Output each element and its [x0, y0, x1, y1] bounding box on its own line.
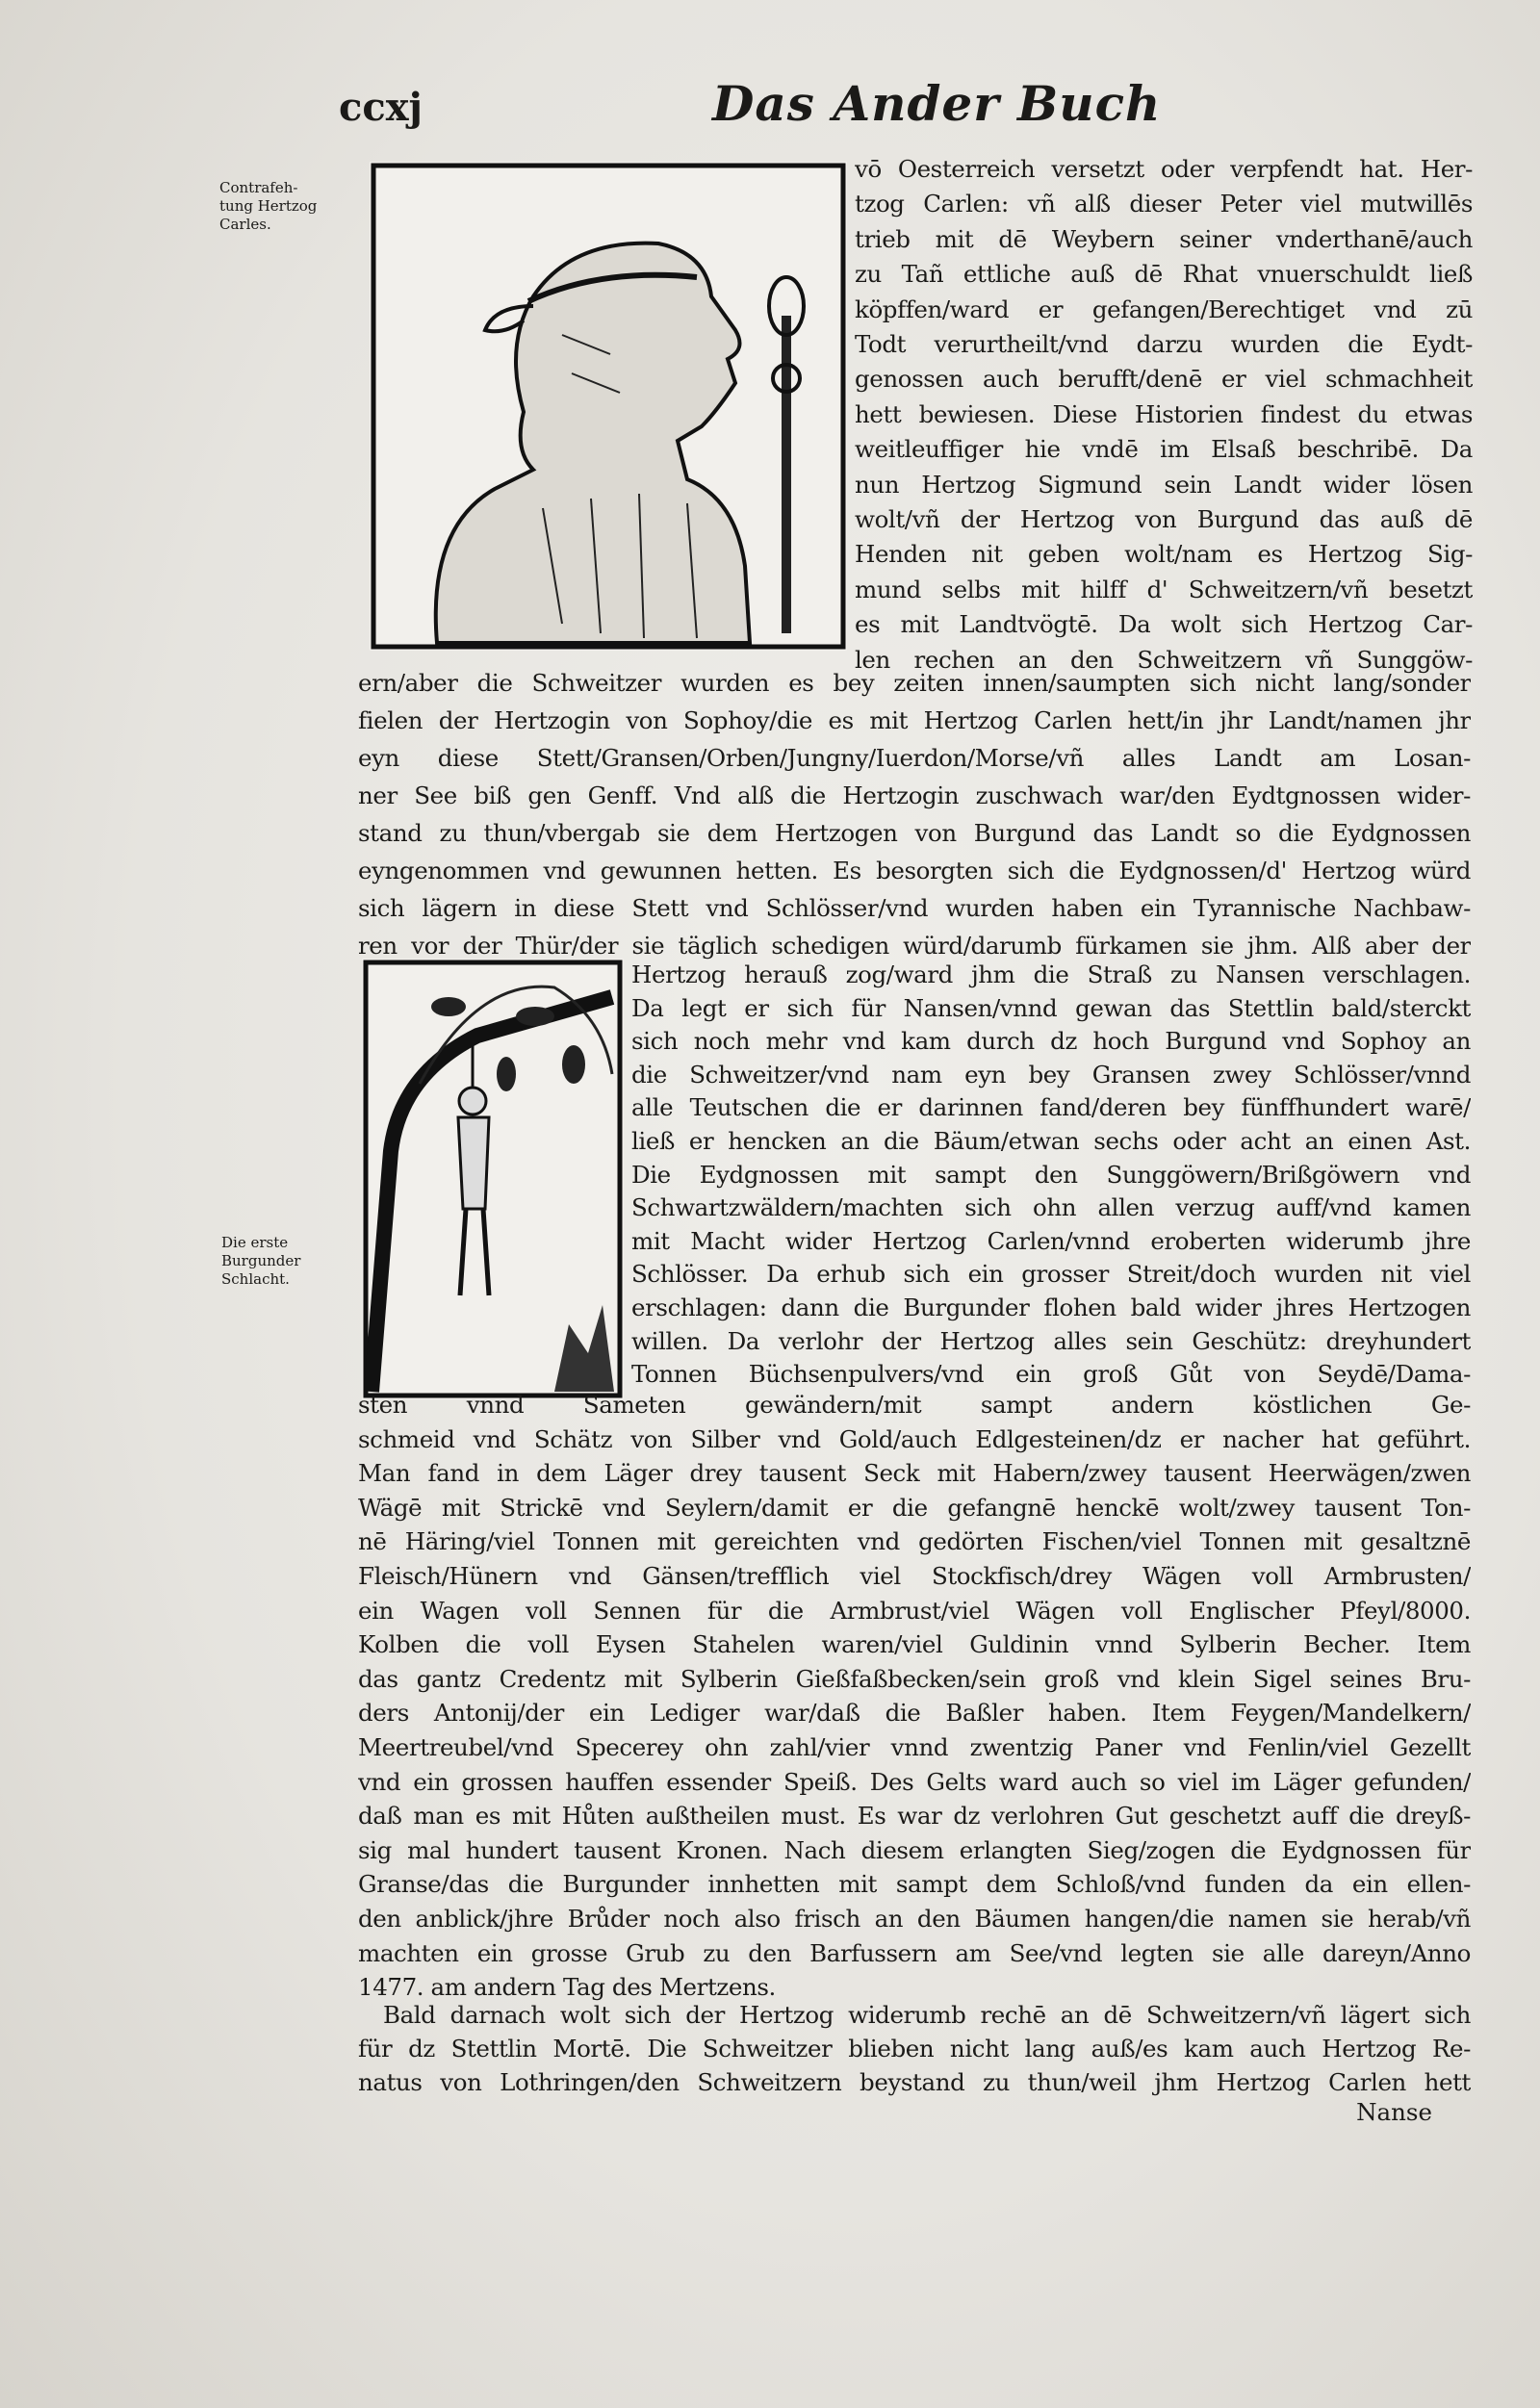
portrait-illustration: [370, 162, 847, 651]
text-line: 1477. am andern Tag des Mertzens.: [358, 1973, 776, 2002]
text-line: willen. Da verlohr der Hertzog alles sein Geschütz: dreyhundert: [631, 1326, 1471, 1355]
text-line: nē Häring/viel Tonnen mit gereichten vnd gedörten Fischen/viel Tonnen mit gesaltznē: [358, 1527, 1471, 1556]
text-line: vnd ein grossen hauffen essender Speiß. Des Gelts ward auch so viel im Läger gefunden/: [358, 1767, 1471, 1796]
text-line: weitleuffiger hie vndē im Elsaß beschribē. Da: [855, 435, 1473, 464]
text-line: Bald darnach wolt sich der Hertzog widerumb rechē an dē Schweitzern/vñ lägert sich: [383, 2001, 1471, 2029]
text-line: Die Eydgnossen mit sampt den Sunggöwern/Brißgöwern vnd: [631, 1160, 1471, 1189]
text-line: für dz Stettlin Mortē. Die Schweitzer blieben nicht lang auß/es kam auch Hertzog Re-: [358, 2035, 1471, 2062]
text-line: wolt/vñ der Hertzog von Burgund das auß dē: [855, 505, 1473, 534]
text-line: eyn diese Stett/Gransen/Orben/Jungny/Iuerdon/Morse/vñ alles Landt am Losan-: [358, 744, 1471, 772]
portrait-woodcut: [370, 162, 847, 651]
text-line: machten ein grosse Grub zu den Barfussern am See/vnd legten sie alle dareyn/Anno: [358, 1938, 1471, 1967]
text-line: daß man es mit Hůten außtheilen must. Es war dz verlohren Gut geschetzt auff die dreyß-: [358, 1802, 1471, 1831]
side-note-battle: Die erste Burgunder Schlacht.: [221, 1234, 301, 1288]
text-line: Granse/das die Burgunder innhetten mit sampt dem Schloß/vnd funden da ein ellen-: [358, 1870, 1471, 1899]
text-line: nun Hertzog Sigmund sein Landt wider lösen: [855, 470, 1473, 499]
text-line: es mit Landtvögtē. Da wolt sich Hertzog Car-: [855, 610, 1473, 639]
side-note-portrait: Contrafeh- tung Hertzog Carles.: [219, 179, 318, 233]
text-line: ren vor der Thür/der sie täglich schedigen würd/darumb fürkamen sie jhm. Alß aber der: [358, 932, 1471, 960]
text-line: mit Macht wider Hertzog Carlen/vnnd eroberten widerumb jhre: [631, 1226, 1471, 1255]
text-final-paragraph: [358, 1998, 1471, 2099]
text-line: Man fand in dem Läger drey tausent Seck mit Habern/zwey tausent Heerwägen/zwen: [358, 1459, 1471, 1488]
text-line: Meertreubel/vnd Specerey ohn zahl/vier vnnd zwentzig Paner vnd Fenlin/viel Gezellt: [358, 1732, 1471, 1761]
text-line: Kolben die voll Eysen Stahelen waren/viel Guldinin vnnd Sylberin Becher. Item: [358, 1630, 1471, 1659]
hanging-tree-woodcut: [362, 959, 624, 1399]
text-column-beside-portrait: [855, 152, 1473, 678]
text-line: Wägē mit Strickē vnd Seylern/damit er die gefangnē henckē wolt/zwey tausent Ton-: [358, 1493, 1471, 1522]
text-line: Schwartzwäldern/machten sich ohn allen verzug auff/vnd kamen: [631, 1193, 1471, 1222]
text-line: mund selbs mit hilff d' Schweitzern/vñ besetzt: [855, 575, 1473, 603]
text-line: vō Oesterreich versetzt oder verpfendt hat. Her-: [855, 155, 1473, 183]
tree-illustration: [362, 959, 624, 1399]
text-line: sich lägern in diese Stett vnd Schlösser/vnd wurden haben ein Tyrannische Nachbaw-: [358, 894, 1471, 922]
text-line: alle Teutschen die er darinnen fand/deren bey fünffhundert warē/: [631, 1093, 1471, 1122]
text-line: köpffen/ward er gefangen/Berechtiget vnd zū: [855, 295, 1473, 323]
text-line: Hertzog herauß zog/ward jhm die Straß zu Nansen verschlagen.: [631, 961, 1471, 988]
text-column-beside-tree: [631, 959, 1471, 1392]
text-line: eyngenommen vnd gewunnen hetten. Es besorgten sich die Eydgnossen/d' Hertzog würd: [358, 857, 1471, 884]
text-line: Fleisch/Hünern vnd Gänsen/trefflich viel Stockfisch/drey Wägen voll Armbrusten/: [358, 1561, 1471, 1590]
text-line: fielen der Hertzogin von Sophoy/die es mit Hertzog Carlen hett/in jhr Landt/namen jhr: [358, 706, 1471, 734]
text-line: trieb mit dē Weybern seiner vnderthanē/auch: [855, 224, 1473, 253]
text-full-width-2: [358, 1388, 1471, 2005]
text-line: den anblick/jhre Brůder noch also frisch an den Bäumen hangen/die namen sie herab/vñ: [358, 1904, 1471, 1933]
text-line: das gantz Credentz mit Sylberin Gießfaßbecken/sein groß vnd klein Sigel seines Bru-: [358, 1664, 1471, 1693]
text-full-width-1: [358, 664, 1471, 964]
text-line: Schlösser. Da erhub sich ein grosser Streit/doch wurden nit viel: [631, 1260, 1471, 1289]
text-line: schmeid vnd Schätz von Silber vnd Gold/auch Edlgesteinen/dz er nacher hat geführt.: [358, 1424, 1471, 1453]
text-line: ern/aber die Schweitzer wurden es bey zeiten innen/saumpten sich nicht lang/sonder: [358, 669, 1471, 697]
text-line: ders Antonij/der ein Lediger war/daß die Baßler haben. Item Feygen/Mandelkern/: [358, 1699, 1471, 1728]
text-line: len rechen an den Schweitzern vñ Sunggöw-: [855, 645, 1473, 674]
folio-number: ccxj: [339, 85, 424, 130]
text-line: sten vnnd Sameten gewändern/mit sampt andern köstlichen Ge-: [358, 1391, 1471, 1419]
text-line: sich noch mehr vnd kam durch dz hoch Burgund vnd Sophoy an: [631, 1027, 1471, 1056]
text-line: natus von Lothringen/den Schweitzern beystand zu thun/weil jhm Hertzog Carlen hett: [358, 2068, 1471, 2096]
text-line: genossen auch berufft/denē er viel schmachheit: [855, 365, 1473, 394]
text-line: ein Wagen voll Sennen für die Armbrust/viel Wägen voll Englischer Pfeyl/8000.: [358, 1596, 1471, 1625]
text-line: ner See biß gen Genff. Vnd alß die Hertzogin zuschwach war/den Eydtgnossen wider-: [358, 781, 1471, 809]
text-line: stand zu thun/vbergab sie dem Hertzogen von Burgund das Landt so die Eydgnossen: [358, 819, 1471, 847]
text-line: hett bewiesen. Diese Historien findest du etwas: [855, 399, 1473, 428]
text-line: zu Tañ ettliche auß dē Rhat vnuerschuldt ließ: [855, 260, 1473, 289]
text-line: ließ er hencken an die Bäum/etwan sechs oder acht an einen Ast.: [631, 1126, 1471, 1155]
text-line: Todt verurtheilt/vnd darzu wurden die Eydt-: [855, 330, 1473, 359]
text-line: Henden nit geben wolt/nam es Hertzog Sig-: [855, 540, 1473, 569]
text-line: sig mal hundert tausent Kronen. Nach diesem erlangten Sieg/zogen die Eydgnossen für: [358, 1835, 1471, 1864]
running-head: Das Ander Buch: [712, 75, 1162, 132]
catchword: Nanse: [1356, 2098, 1432, 2126]
text-line: Tonnen Büchsenpulvers/vnd ein groß Gůt von Seydē/Dama-: [631, 1360, 1471, 1389]
text-line: erschlagen: dann die Burgunder flohen bald wider jhres Hertzogen: [631, 1293, 1471, 1321]
text-line: tzog Carlen: vñ alß dieser Peter viel mutwillēs: [855, 190, 1473, 218]
text-line: die Schweitzer/vnd nam eyn bey Gransen zwey Schlösser/vnnd: [631, 1060, 1471, 1089]
text-line: Da legt er sich für Nansen/vnnd gewan das Stettlin bald/sterckt: [631, 993, 1471, 1022]
